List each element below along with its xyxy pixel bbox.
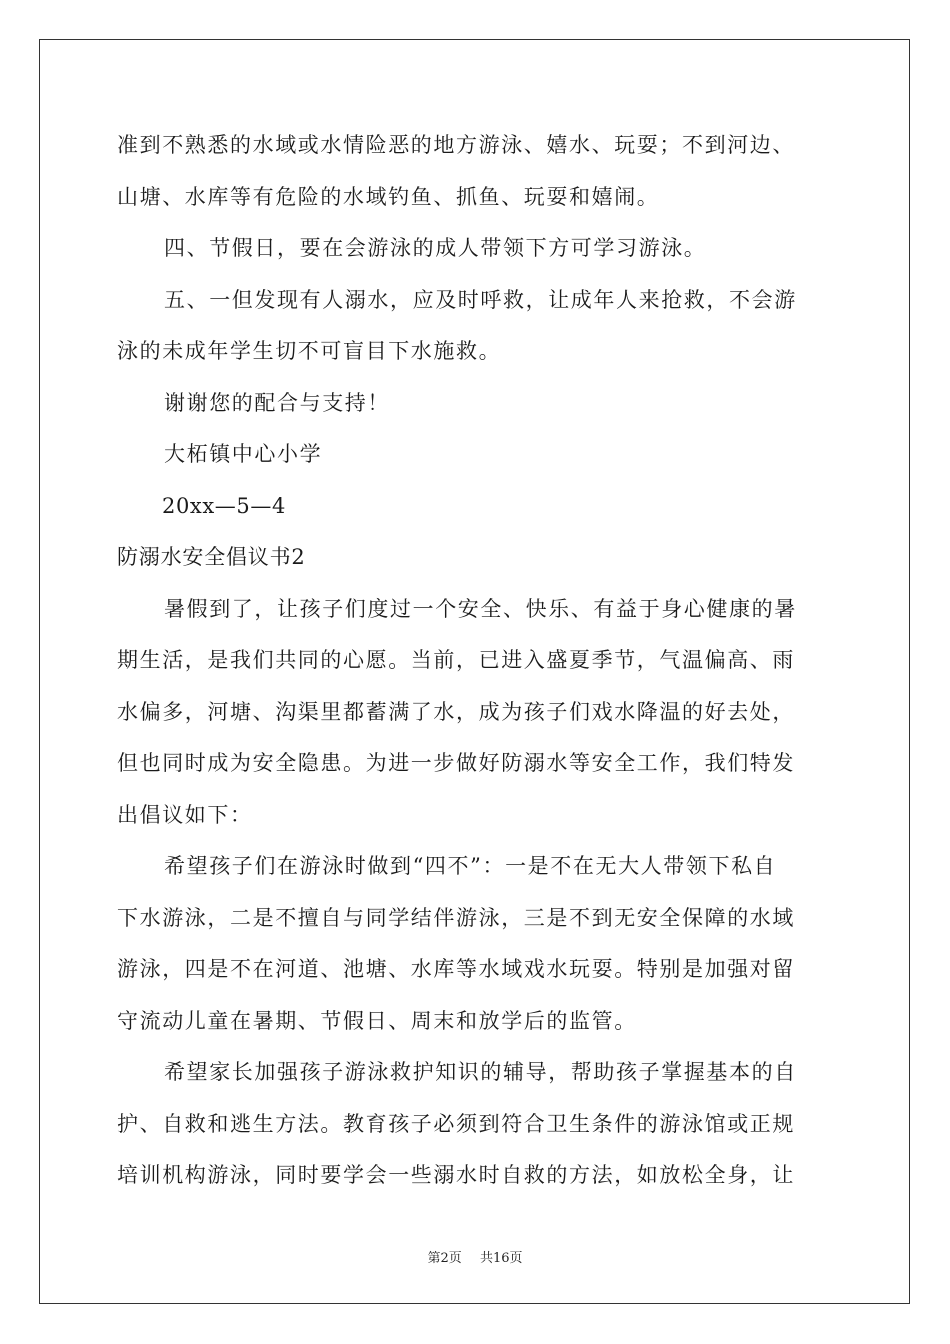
body-line: 准到不熟悉的水域或水情险恶的地方游泳、嬉水、玩耍；不到河边、 xyxy=(117,133,795,157)
signature-date: 20xx—5—4 xyxy=(162,493,286,518)
page-number: 第2页 xyxy=(427,1251,462,1266)
body-line: 出倡议如下： xyxy=(117,802,253,827)
body-line: 期生活，是我们共同的心愿。当前，已进入盛夏季节，气温偏高、雨 xyxy=(117,648,795,672)
closing-thanks: 谢谢您的配合与支持！ xyxy=(164,390,390,415)
body-line: 暑假到了，让孩子们度过一个安全、快乐、有益于身心健康的暑 xyxy=(164,596,797,621)
page-footer xyxy=(0,1247,950,1266)
body-line: 护、自救和逃生方法。教育孩子必须到符合卫生条件的游泳馆或正规 xyxy=(117,1111,795,1136)
body-line: 四、节假日，要在会游泳的成人带领下方可学习游泳。 xyxy=(164,236,707,260)
body-line: 希望孩子们在游泳时做到“四不”：一是不在无大人带领下私自 xyxy=(164,854,777,878)
body-line: 下水游泳，二是不擅自与同学结伴游泳，三是不到无安全保障的水域 xyxy=(117,905,795,930)
body-line: 但也同时成为安全隐患。为进一步做好防溺水等安全工作，我们特发 xyxy=(117,751,795,775)
body-line: 希望家长加强孩子游泳救护知识的辅导，帮助孩子掌握基本的自 xyxy=(164,1060,797,1084)
document-body xyxy=(117,124,837,1206)
body-line: 游泳，四是不在河道、池塘、水库等水域戏水玩耍。特别是加强对留 xyxy=(117,957,795,981)
signature-school: 大柘镇中心小学 xyxy=(164,442,323,466)
section-heading: 防溺水安全倡议书2 xyxy=(117,545,306,569)
body-line: 山塘、水库等有危险的水域钓鱼、抓鱼、玩耍和嬉闹。 xyxy=(117,184,660,209)
body-line: 守流动儿童在暑期、节假日、周末和放学后的监管。 xyxy=(117,1008,637,1033)
body-line: 水偏多，河塘、沟渠里都蓄满了水，成为孩子们戏水降温的好去处， xyxy=(117,699,795,724)
total-pages: 共16页 xyxy=(479,1251,523,1266)
body-line: 培训机构游泳，同时要学会一些溺水时自救的方法，如放松全身，让 xyxy=(117,1163,795,1187)
body-line: 泳的未成年学生切不可盲目下水施救。 xyxy=(117,339,502,363)
body-line: 五、一但发现有人溺水，应及时呼救，让成年人来抢救，不会游 xyxy=(164,287,797,312)
